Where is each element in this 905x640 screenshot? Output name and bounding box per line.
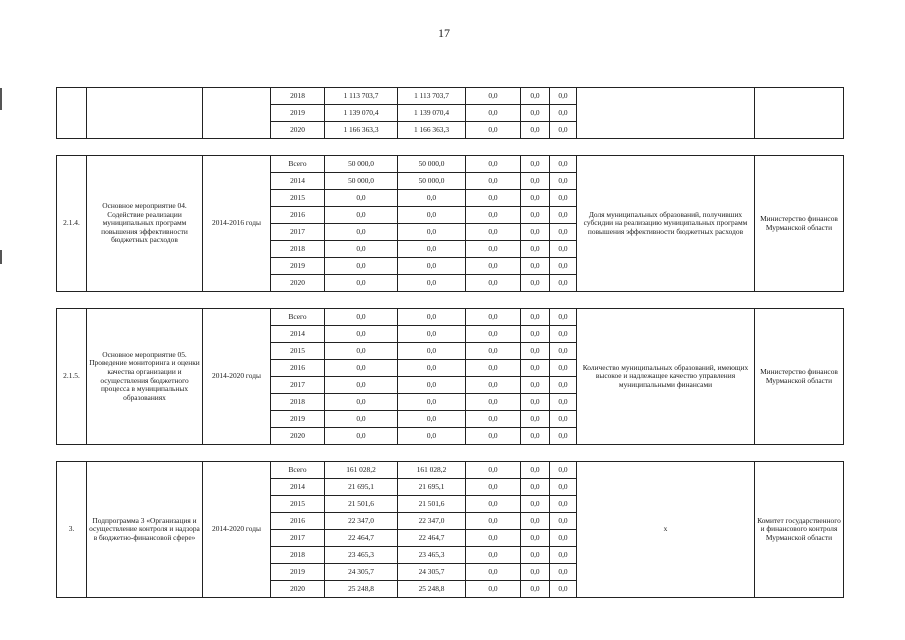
year-cell: 2016 bbox=[271, 360, 325, 377]
period-cell: 2014-2016 годы bbox=[203, 156, 271, 292]
regional-budget-cell: 0,0 bbox=[398, 360, 466, 377]
other-sources-cell: 0,0 bbox=[550, 224, 577, 241]
other-sources-cell: 0,0 bbox=[550, 241, 577, 258]
period-cell: 2014-2020 годы bbox=[203, 462, 271, 598]
total-cell: 0,0 bbox=[325, 207, 398, 224]
federal-budget-cell: 0,0 bbox=[466, 258, 521, 275]
indicator-cell: Доля муниципальных образований, получивших субсидии на реализацию муниципальных программ повышения эффективности бюджетных расходов bbox=[577, 156, 755, 292]
year-cell: 2020 bbox=[271, 581, 325, 598]
federal-budget-cell: 0,0 bbox=[466, 224, 521, 241]
year-cell: 2018 bbox=[271, 547, 325, 564]
regional-budget-cell: 0,0 bbox=[398, 377, 466, 394]
other-sources-cell: 0,0 bbox=[550, 564, 577, 581]
year-cell: 2014 bbox=[271, 173, 325, 190]
total-cell: 0,0 bbox=[325, 309, 398, 326]
federal-budget-cell: 0,0 bbox=[466, 394, 521, 411]
year-cell: 2018 bbox=[271, 241, 325, 258]
regional-budget-cell: 1 113 703,7 bbox=[398, 88, 466, 105]
measure-name-cell bbox=[87, 88, 203, 139]
other-sources-cell: 0,0 bbox=[550, 394, 577, 411]
year-cell: 2019 bbox=[271, 105, 325, 122]
local-budget-cell: 0,0 bbox=[521, 156, 550, 173]
federal-budget-cell: 0,0 bbox=[466, 547, 521, 564]
year-cell: 2017 bbox=[271, 530, 325, 547]
other-sources-cell: 0,0 bbox=[550, 377, 577, 394]
local-budget-cell: 0,0 bbox=[521, 241, 550, 258]
other-sources-cell: 0,0 bbox=[550, 462, 577, 479]
indicator-cell: х bbox=[577, 462, 755, 598]
total-cell: 50 000,0 bbox=[325, 156, 398, 173]
total-cell: 0,0 bbox=[325, 241, 398, 258]
federal-budget-cell: 0,0 bbox=[466, 173, 521, 190]
other-sources-cell: 0,0 bbox=[550, 496, 577, 513]
federal-budget-cell: 0,0 bbox=[466, 581, 521, 598]
total-cell: 24 305,7 bbox=[325, 564, 398, 581]
other-sources-cell: 0,0 bbox=[550, 190, 577, 207]
year-cell: 2019 bbox=[271, 564, 325, 581]
other-sources-cell: 0,0 bbox=[550, 581, 577, 598]
year-cell: 2016 bbox=[271, 207, 325, 224]
year-cell: 2018 bbox=[271, 88, 325, 105]
table-row bbox=[57, 156, 844, 173]
federal-budget-cell: 0,0 bbox=[466, 190, 521, 207]
federal-budget-cell: 0,0 bbox=[466, 530, 521, 547]
regional-budget-cell: 1 166 363,3 bbox=[398, 122, 466, 139]
year-cell: 2016 bbox=[271, 513, 325, 530]
total-cell: 22 347,0 bbox=[325, 513, 398, 530]
regional-budget-cell: 21 695,1 bbox=[398, 479, 466, 496]
table-row bbox=[57, 309, 844, 326]
federal-budget-cell: 0,0 bbox=[466, 564, 521, 581]
federal-budget-cell: 0,0 bbox=[466, 88, 521, 105]
executor-cell: Министерство финансов Мурманской области bbox=[755, 156, 844, 292]
year-cell: 2017 bbox=[271, 377, 325, 394]
regional-budget-cell: 25 248,8 bbox=[398, 581, 466, 598]
total-cell: 0,0 bbox=[325, 326, 398, 343]
federal-budget-cell: 0,0 bbox=[466, 275, 521, 292]
other-sources-cell: 0,0 bbox=[550, 428, 577, 445]
federal-budget-cell: 0,0 bbox=[466, 513, 521, 530]
local-budget-cell: 0,0 bbox=[521, 377, 550, 394]
total-cell: 1 139 070,4 bbox=[325, 105, 398, 122]
indicator-cell: Количество муниципальных образований, имеющих высокое и надлежащее качество управления муниципальными финансами bbox=[577, 309, 755, 445]
other-sources-cell: 0,0 bbox=[550, 258, 577, 275]
regional-budget-cell: 50 000,0 bbox=[398, 156, 466, 173]
year-cell: 2018 bbox=[271, 394, 325, 411]
regional-budget-cell: 0,0 bbox=[398, 258, 466, 275]
local-budget-cell: 0,0 bbox=[521, 326, 550, 343]
local-budget-cell: 0,0 bbox=[521, 224, 550, 241]
federal-budget-cell: 0,0 bbox=[466, 241, 521, 258]
other-sources-cell: 0,0 bbox=[550, 173, 577, 190]
row-number-cell: 2.1.4. bbox=[57, 156, 87, 292]
regional-budget-cell: 0,0 bbox=[398, 428, 466, 445]
year-cell: 2020 bbox=[271, 275, 325, 292]
local-budget-cell: 0,0 bbox=[521, 530, 550, 547]
total-cell: 0,0 bbox=[325, 377, 398, 394]
regional-budget-cell: 24 305,7 bbox=[398, 564, 466, 581]
year-cell: 2019 bbox=[271, 411, 325, 428]
federal-budget-cell: 0,0 bbox=[466, 411, 521, 428]
other-sources-cell: 0,0 bbox=[550, 122, 577, 139]
section-spacer bbox=[57, 139, 844, 156]
table-body bbox=[57, 88, 844, 598]
page-number: 17 bbox=[438, 26, 450, 40]
spacer-cell bbox=[57, 139, 844, 156]
federal-budget-cell: 0,0 bbox=[466, 309, 521, 326]
year-cell: 2015 bbox=[271, 190, 325, 207]
total-cell: 0,0 bbox=[325, 275, 398, 292]
budget-table bbox=[56, 87, 844, 598]
other-sources-cell: 0,0 bbox=[550, 530, 577, 547]
total-cell: 0,0 bbox=[325, 258, 398, 275]
total-cell: 0,0 bbox=[325, 411, 398, 428]
total-cell: 21 695,1 bbox=[325, 479, 398, 496]
local-budget-cell: 0,0 bbox=[521, 173, 550, 190]
regional-budget-cell: 0,0 bbox=[398, 309, 466, 326]
federal-budget-cell: 0,0 bbox=[466, 377, 521, 394]
regional-budget-cell: 22 347,0 bbox=[398, 513, 466, 530]
other-sources-cell: 0,0 bbox=[550, 360, 577, 377]
year-cell: 2015 bbox=[271, 343, 325, 360]
regional-budget-cell: 23 465,3 bbox=[398, 547, 466, 564]
spacer-cell bbox=[57, 292, 844, 309]
local-budget-cell: 0,0 bbox=[521, 496, 550, 513]
local-budget-cell: 0,0 bbox=[521, 360, 550, 377]
spacer-cell bbox=[57, 445, 844, 462]
local-budget-cell: 0,0 bbox=[521, 105, 550, 122]
local-budget-cell: 0,0 bbox=[521, 122, 550, 139]
local-budget-cell: 0,0 bbox=[521, 394, 550, 411]
local-budget-cell: 0,0 bbox=[521, 462, 550, 479]
regional-budget-cell: 0,0 bbox=[398, 224, 466, 241]
total-cell: 161 028,2 bbox=[325, 462, 398, 479]
federal-budget-cell: 0,0 bbox=[466, 343, 521, 360]
federal-budget-cell: 0,0 bbox=[466, 105, 521, 122]
total-cell: 0,0 bbox=[325, 394, 398, 411]
section-spacer bbox=[57, 292, 844, 309]
federal-budget-cell: 0,0 bbox=[466, 156, 521, 173]
total-cell: 50 000,0 bbox=[325, 173, 398, 190]
regional-budget-cell: 0,0 bbox=[398, 326, 466, 343]
regional-budget-cell: 0,0 bbox=[398, 411, 466, 428]
regional-budget-cell: 0,0 bbox=[398, 275, 466, 292]
total-cell: 0,0 bbox=[325, 224, 398, 241]
local-budget-cell: 0,0 bbox=[521, 275, 550, 292]
year-cell: 2015 bbox=[271, 496, 325, 513]
other-sources-cell: 0,0 bbox=[550, 105, 577, 122]
measure-name-cell: Основное мероприятие 05. Проведение мониторинга и оценки качества организации и осуществления бюджетного процесса в муниципальных образованиях bbox=[87, 309, 203, 445]
federal-budget-cell: 0,0 bbox=[466, 428, 521, 445]
other-sources-cell: 0,0 bbox=[550, 275, 577, 292]
total-cell: 0,0 bbox=[325, 428, 398, 445]
year-cell: 2014 bbox=[271, 479, 325, 496]
year-cell: Всего bbox=[271, 156, 325, 173]
local-budget-cell: 0,0 bbox=[521, 411, 550, 428]
other-sources-cell: 0,0 bbox=[550, 326, 577, 343]
other-sources-cell: 0,0 bbox=[550, 156, 577, 173]
regional-budget-cell: 161 028,2 bbox=[398, 462, 466, 479]
regional-budget-cell: 21 501,6 bbox=[398, 496, 466, 513]
row-number-cell bbox=[57, 88, 87, 139]
regional-budget-cell: 22 464,7 bbox=[398, 530, 466, 547]
other-sources-cell: 0,0 bbox=[550, 88, 577, 105]
federal-budget-cell: 0,0 bbox=[466, 360, 521, 377]
total-cell: 1 166 363,3 bbox=[325, 122, 398, 139]
other-sources-cell: 0,0 bbox=[550, 309, 577, 326]
total-cell: 21 501,6 bbox=[325, 496, 398, 513]
measure-name-cell: Подпрограмма 3 «Организация и осуществление контроля и надзора в бюджетно-финансовой сфере» bbox=[87, 462, 203, 598]
other-sources-cell: 0,0 bbox=[550, 479, 577, 496]
total-cell: 0,0 bbox=[325, 360, 398, 377]
regional-budget-cell: 0,0 bbox=[398, 241, 466, 258]
local-budget-cell: 0,0 bbox=[521, 258, 550, 275]
local-budget-cell: 0,0 bbox=[521, 564, 550, 581]
table-row bbox=[57, 88, 844, 105]
regional-budget-cell: 50 000,0 bbox=[398, 173, 466, 190]
local-budget-cell: 0,0 bbox=[521, 547, 550, 564]
federal-budget-cell: 0,0 bbox=[466, 122, 521, 139]
federal-budget-cell: 0,0 bbox=[466, 207, 521, 224]
year-cell: Всего bbox=[271, 462, 325, 479]
indicator-cell bbox=[577, 88, 755, 139]
section-spacer bbox=[57, 445, 844, 462]
other-sources-cell: 0,0 bbox=[550, 411, 577, 428]
year-cell: 2017 bbox=[271, 224, 325, 241]
local-budget-cell: 0,0 bbox=[521, 207, 550, 224]
total-cell: 0,0 bbox=[325, 190, 398, 207]
year-cell: 2020 bbox=[271, 428, 325, 445]
regional-budget-cell: 0,0 bbox=[398, 394, 466, 411]
year-cell: 2019 bbox=[271, 258, 325, 275]
federal-budget-cell: 0,0 bbox=[466, 496, 521, 513]
total-cell: 23 465,3 bbox=[325, 547, 398, 564]
other-sources-cell: 0,0 bbox=[550, 343, 577, 360]
year-cell: 2014 bbox=[271, 326, 325, 343]
row-number-cell: 3. bbox=[57, 462, 87, 598]
scan-margin-mark bbox=[0, 88, 2, 110]
year-cell: 2020 bbox=[271, 122, 325, 139]
total-cell: 0,0 bbox=[325, 343, 398, 360]
period-cell bbox=[203, 88, 271, 139]
local-budget-cell: 0,0 bbox=[521, 190, 550, 207]
local-budget-cell: 0,0 bbox=[521, 513, 550, 530]
regional-budget-cell: 1 139 070,4 bbox=[398, 105, 466, 122]
row-number-cell: 2.1.5. bbox=[57, 309, 87, 445]
other-sources-cell: 0,0 bbox=[550, 547, 577, 564]
federal-budget-cell: 0,0 bbox=[466, 326, 521, 343]
regional-budget-cell: 0,0 bbox=[398, 343, 466, 360]
total-cell: 1 113 703,7 bbox=[325, 88, 398, 105]
measure-name-cell: Основное мероприятие 04. Содействие реализации муниципальных программ повышения эффективности бюджетных расходов bbox=[87, 156, 203, 292]
other-sources-cell: 0,0 bbox=[550, 207, 577, 224]
executor-cell: Министерство финансов Мурманской области bbox=[755, 309, 844, 445]
local-budget-cell: 0,0 bbox=[521, 428, 550, 445]
total-cell: 25 248,8 bbox=[325, 581, 398, 598]
federal-budget-cell: 0,0 bbox=[466, 479, 521, 496]
table-row bbox=[57, 462, 844, 479]
year-cell: Всего bbox=[271, 309, 325, 326]
local-budget-cell: 0,0 bbox=[521, 479, 550, 496]
period-cell: 2014-2020 годы bbox=[203, 309, 271, 445]
regional-budget-cell: 0,0 bbox=[398, 207, 466, 224]
local-budget-cell: 0,0 bbox=[521, 309, 550, 326]
local-budget-cell: 0,0 bbox=[521, 88, 550, 105]
regional-budget-cell: 0,0 bbox=[398, 190, 466, 207]
local-budget-cell: 0,0 bbox=[521, 343, 550, 360]
other-sources-cell: 0,0 bbox=[550, 513, 577, 530]
local-budget-cell: 0,0 bbox=[521, 581, 550, 598]
federal-budget-cell: 0,0 bbox=[466, 462, 521, 479]
total-cell: 22 464,7 bbox=[325, 530, 398, 547]
scan-margin-mark bbox=[0, 250, 2, 264]
executor-cell bbox=[755, 88, 844, 139]
executor-cell: Комитет государственного и финансового контроля Мурманской области bbox=[755, 462, 844, 598]
